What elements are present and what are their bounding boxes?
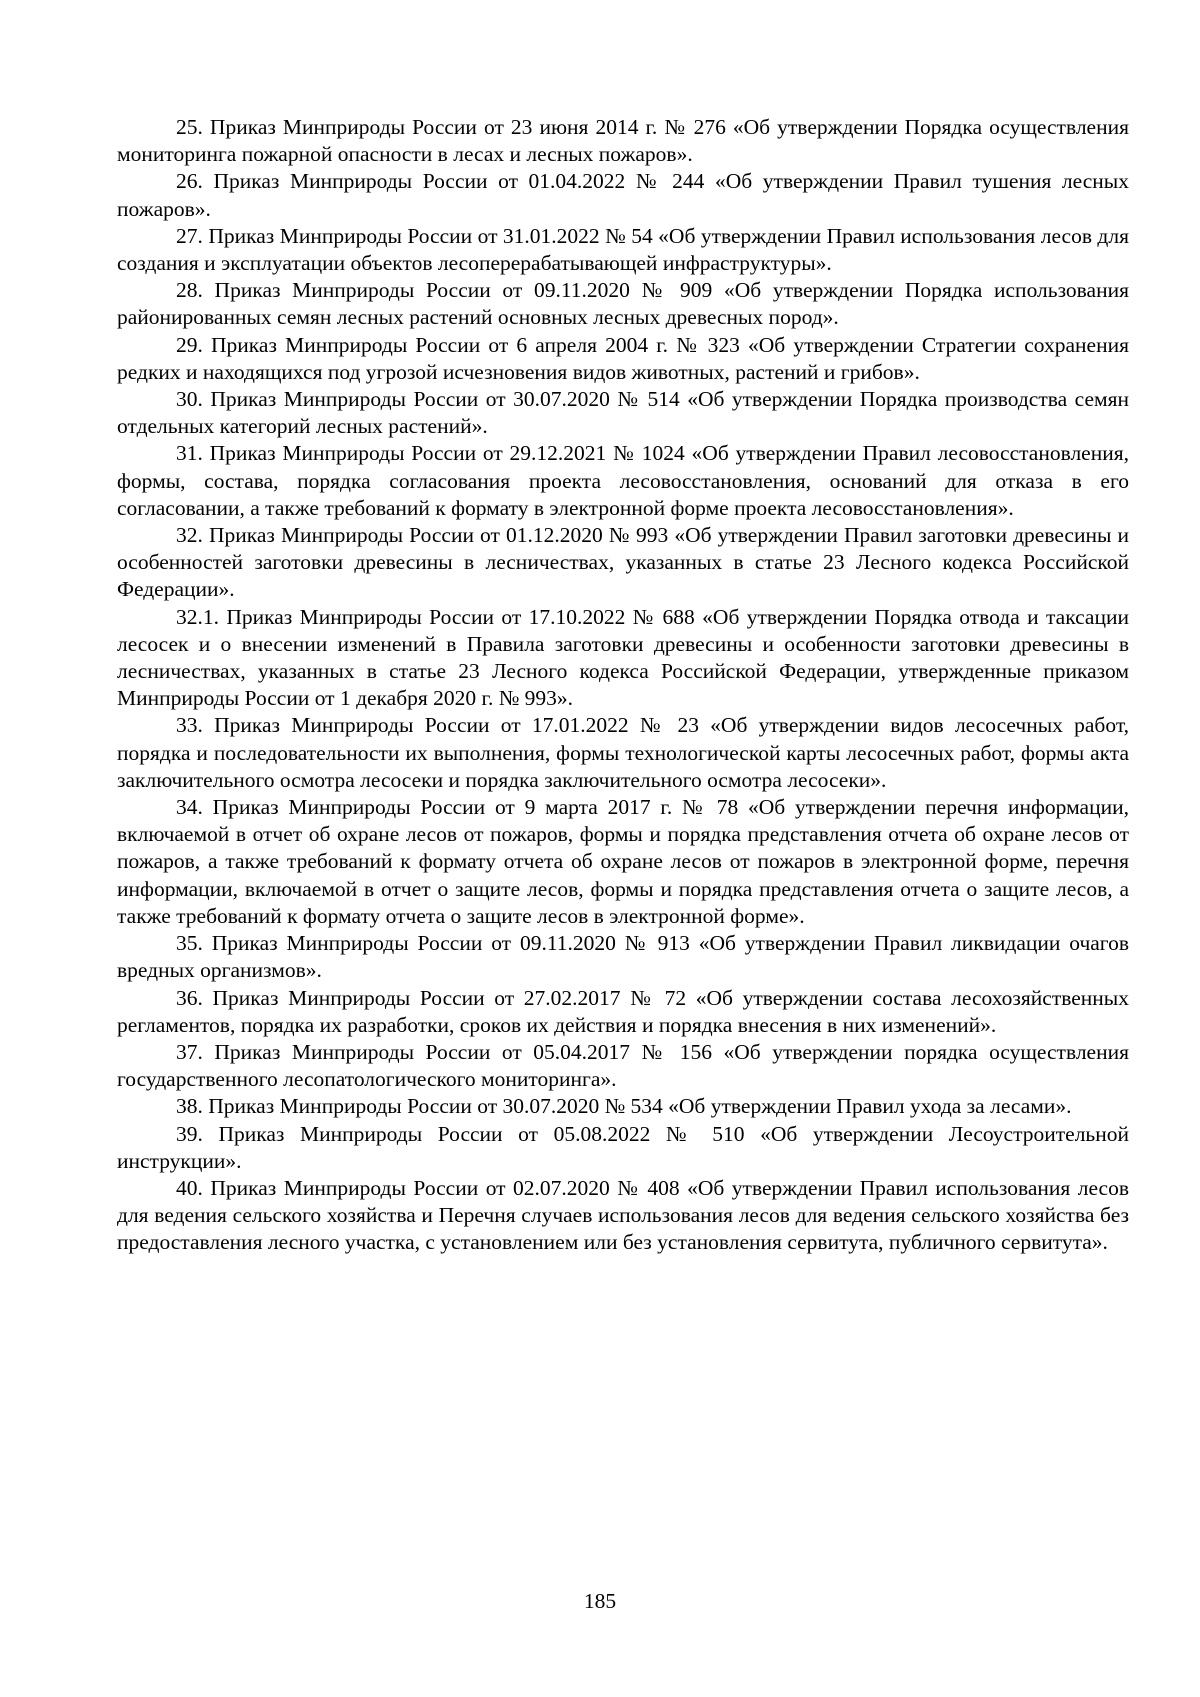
list-item-33: 33. Приказ Минприроды России от 17.01.2022 № 23 «Об утверждении видов лесосечных работ, порядка и последовательности их выполнения, формы технологической карты лесосечных работ, формы акта заключительного осмотра лесосеки и порядка заключительного осмотра лесосеки». [117,713,1129,792]
list-item-36: 36. Приказ Минприроды России от 27.02.2017 № 72 «Об утверждении состава лесохозяйственных регламентов, порядка их разработки, сроков их действия и порядка внесения в них изменений». [117,985,1129,1037]
document-body [117,114,1129,1257]
list-item-29: 29. Приказ Минприроды России от 6 апреля 2004 г. № 323 «Об утверждении Стратегии сохранения редких и находящихся под угрозой исчезновения видов животных, растений и грибов». [117,332,1129,384]
list-item-39: 39. Приказ Минприроды России от 05.08.2022 № 510 «Об утверждении Лесоустроительной инструкции». [117,1121,1129,1173]
list-item-30: 30. Приказ Минприроды России от 30.07.2020 № 514 «Об утверждении Порядка производства семян отдельных категорий лесных растений». [117,387,1129,439]
list-item-35: 35. Приказ Минприроды России от 09.11.2020 № 913 «Об утверждении Правил ликвидации очагов вредных организмов». [117,931,1129,983]
list-item-38: 38. Приказ Минприроды России от 30.07.2020 № 534 «Об утверждении Правил ухода за лесами». [176,1094,1072,1119]
list-item-32: 32. Приказ Минприроды России от 01.12.2020 № 993 «Об утверждении Правил заготовки древесины и особенностей заготовки древесины в лесничествах, указанных в статье 23 Лесного кодекса Российской Федерации». [117,523,1129,602]
list-item-34: 34. Приказ Минприроды России от 9 марта 2017 г. № 78 «Об утверждении перечня информации, включаемой в отчет об охране лесов от пожаров, формы и порядка представления отчета об охране лесов от пожаров, а также требований к формату отчета об охране лесов от пожаров в электронной форме, перечня информации, включаемой в отчет о защите лесов, формы и порядка представления отчета о защите лесов, а также требований к формату отчета о защите лесов в электронной форме». [117,795,1129,928]
list-item-25: 25. Приказ Минприроды России от 23 июня 2014 г. № 276 «Об утверждении Порядка осуществления мониторинга пожарной опасности в лесах и лесных пожаров». [117,115,1129,167]
list-item-37: 37. Приказ Минприроды России от 05.04.2017 № 156 «Об утверждении порядка осуществления государственного лесопатологического мониторинга». [117,1039,1129,1092]
list-item-27: 27. Приказ Минприроды России от 31.01.2022 № 54 «Об утверждении Правил использования лесов для создания и эксплуатации объектов лесоперерабатывающей инфраструктуры». [117,223,1129,276]
list-item-26: 26. Приказ Минприроды России от 01.04.2022 № 244 «Об утверждении Правил тушения лесных пожаров». [117,169,1129,221]
list-item-32-1: 32.1. Приказ Минприроды России от 17.10.2022 № 688 «Об утверждении Порядка отвода и таксации лесосек и о внесении изменений в Правила заготовки древесины и особенности заготовки древесины в лесничествах, указанных в статье 23 Лесного кодекса Российской Федерации, утвержденные приказом Минприроды России от 1 декабря 2020 г. № 993». [117,604,1129,711]
page-number: 185 [583,1589,617,1613]
list-item-31: 31. Приказ Минприроды России от 29.12.2021 № 1024 «Об утверждении Правил лесовосстановления, формы, состава, порядка согласования проекта лесовосстановления, оснований для отказа в его согласовании, а также требований к формату в электронной форме проекта лесовосстановления». [117,441,1129,520]
list-item-40: 40. Приказ Минприроды России от 02.07.2020 № 408 «Об утверждении Правил использования лесов для ведения сельского хозяйства и Перечня случаев использования лесов для ведения сельского хозяйства без предоставления лесного участка, с установлением или без установления сервитута, публичного сервитута». [117,1175,1129,1255]
list-item-28: 28. Приказ Минприроды России от 09.11.2020 № 909 «Об утверждении Порядка использования районированных семян лесных растений основных лесных древесных пород». [117,278,1129,330]
